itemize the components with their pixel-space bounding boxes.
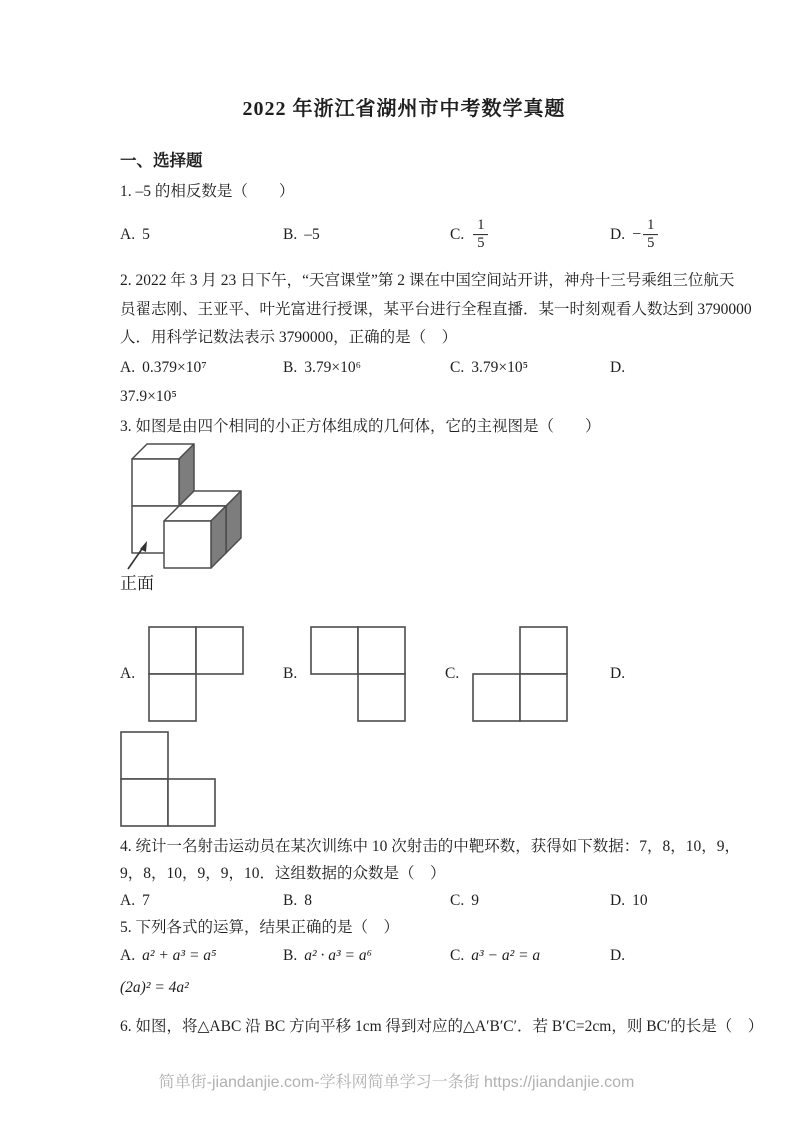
q4-option-a: A. 7 bbox=[120, 891, 150, 909]
question-2-options bbox=[120, 355, 688, 381]
q4-option-b-value: 8 bbox=[304, 891, 312, 909]
q2-option-b: B. 3.79×10⁶ bbox=[283, 358, 361, 376]
q4-option-a-value: 7 bbox=[142, 891, 150, 909]
q3-option-b-figure bbox=[310, 626, 406, 722]
question-2-stem: 2. 2022 年 3 月 23 日下午，“天宫课堂”第 2 课在中国空间站开讲，神舟十三号乘组三位航天 员翟志刚、王亚平、叶光富进行授课，某平台进行全程直播．某一时刻观看人数达到 3790000 人．用科学记数法表示 3790000，正确的是（ ） bbox=[120, 272, 752, 346]
q4-option-b: B. 8 bbox=[283, 891, 312, 909]
cube-solid-svg bbox=[120, 441, 260, 593]
fraction: $\frac{1}{5}$ bbox=[643, 217, 658, 253]
section-heading-choice: 一、选择题 bbox=[120, 151, 203, 170]
q1-option-a: A. 5 bbox=[120, 226, 150, 243]
question-4-stem: 4. 统计一名射击运动员在某次训练中 10 次射击的中靶环数，获得如下数据：7，8，10，9， 9，8，10，9，9，10．这组数据的众数是（ ） bbox=[120, 837, 741, 882]
q4-option-d-value: 10 bbox=[632, 891, 648, 909]
q1-option-a-value: 5 bbox=[142, 226, 150, 243]
q2-option-d-overflow: 37.9×10⁵ bbox=[120, 387, 177, 405]
question-3-stem: 3. 如图是由四个相同的小正方体组成的几何体，它的主视图是（ ） bbox=[120, 417, 601, 435]
question-1-stem: 1. –5 的相反数是（ ） bbox=[120, 183, 295, 200]
q3-option-d-figure bbox=[120, 731, 688, 827]
q3-option-d: D. bbox=[610, 665, 626, 682]
q4-option-c-value: 9 bbox=[471, 891, 479, 909]
question-5-stem: 5. 下列各式的运算，结果正确的是（ ） bbox=[120, 918, 400, 936]
question-1-options bbox=[120, 210, 688, 260]
q2-option-a: A. 0.379×10⁷ bbox=[120, 358, 207, 376]
q2-option-a-value: 0.379×10⁷ bbox=[142, 358, 207, 376]
fraction: $\frac{1}{5}$ bbox=[473, 217, 488, 253]
cube-solid-figure bbox=[120, 441, 688, 598]
q3-option-a: A. bbox=[120, 626, 244, 722]
q2-option-c: C. 3.79×10⁵ bbox=[450, 358, 528, 376]
q1-option-d: D. − $\frac{1}{5}$ bbox=[610, 217, 658, 253]
question-4-options bbox=[120, 889, 688, 913]
q1-option-b: B. –5 bbox=[283, 226, 320, 243]
page-title: 2022 年浙江省湖州市中考数学真题 bbox=[242, 98, 566, 120]
watermark-footer: 简单街-jiandanjie.com-学科网简单学习一条街 https://jiandanjie.com bbox=[158, 1074, 635, 1091]
q5-option-d: D. bbox=[610, 946, 626, 964]
page-content bbox=[120, 0, 764, 1036]
q2-option-c-value: 3.79×10⁵ bbox=[471, 358, 528, 376]
question-6-stem: 6. 如图，将△ABC 沿 BC 方向平移 1cm 得到对应的△A′B′C′．若 B′C=2cm，则 BC′的长是（ ） bbox=[120, 1017, 764, 1035]
q2-option-b-value: 3.79×10⁶ bbox=[304, 358, 361, 376]
q1-option-b-value: –5 bbox=[304, 226, 320, 243]
q5-option-a-value: a² + a³ = a⁵ bbox=[142, 946, 217, 964]
q5-option-c: C. a³ − a² = a bbox=[450, 946, 541, 964]
q5-option-d-overflow: (2a)² = 4a² bbox=[120, 978, 189, 996]
q3-option-a-figure bbox=[148, 626, 244, 722]
q5-option-a: A. a² + a³ = a⁵ bbox=[120, 946, 217, 964]
q4-option-d: D. 10 bbox=[610, 891, 648, 909]
question-3-options bbox=[120, 626, 688, 723]
question-5-options bbox=[120, 942, 688, 970]
q5-option-c-value: a³ − a² = a bbox=[471, 946, 541, 964]
q3-option-c-figure bbox=[472, 626, 568, 722]
q5-option-b: B. a² · a³ = a⁶ bbox=[283, 946, 372, 964]
q1-option-c: C. $\frac{1}{5}$ bbox=[450, 217, 488, 253]
q2-option-d: D. bbox=[610, 358, 626, 376]
front-face-label: 正面 bbox=[120, 573, 154, 593]
q3-option-b: B. bbox=[283, 626, 406, 722]
q3-option-c: C. bbox=[445, 626, 568, 722]
q4-option-c: C. 9 bbox=[450, 891, 479, 909]
q5-option-b-value: a² · a³ = a⁶ bbox=[304, 946, 372, 964]
